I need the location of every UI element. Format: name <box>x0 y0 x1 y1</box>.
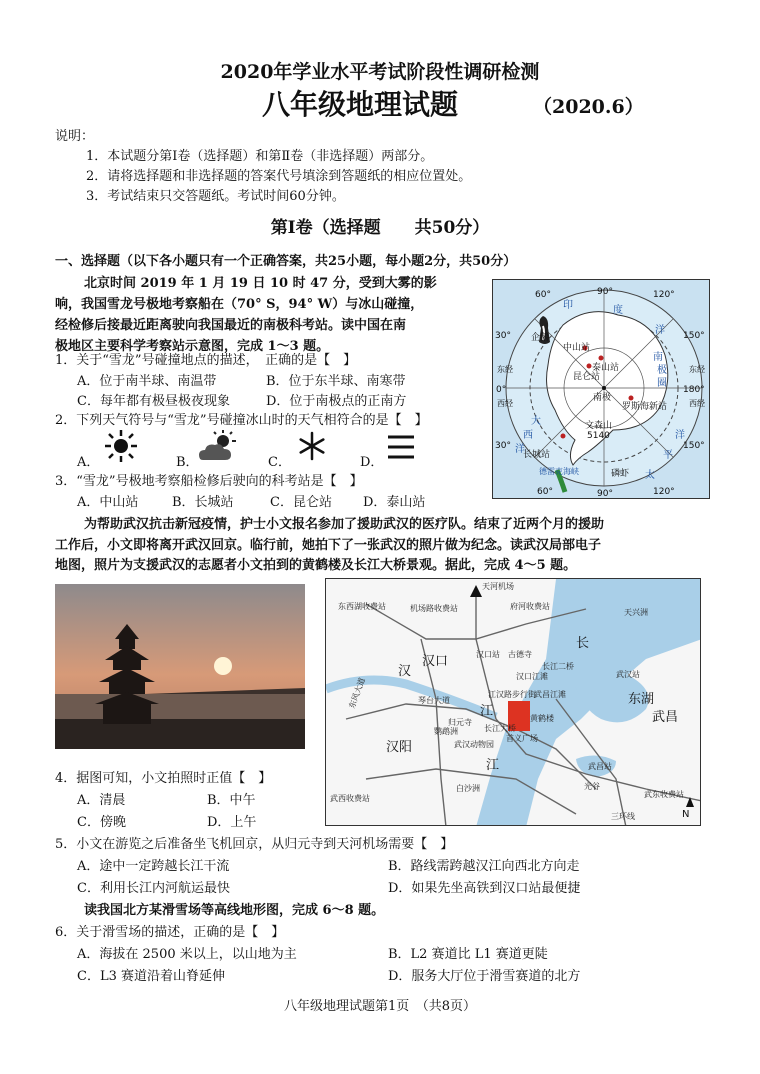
passage-line: 经检修后接最近距离驶向我国最近的南极科考站。读中国在南 <box>55 318 407 333</box>
station-label: 南极 <box>593 393 612 403</box>
station-label: 磷虾 <box>611 469 630 479</box>
yellow-crane-tower-photo <box>55 584 305 749</box>
option: D．如果先坐高铁到汉口站最便捷 <box>388 881 581 896</box>
option: C．傍晚 <box>77 815 126 830</box>
svg-text:极: 极 <box>657 365 667 376</box>
map-label: 天兴洲 <box>624 608 648 617</box>
map-label: 汉口站 <box>476 650 500 659</box>
svg-text:120°: 120° <box>653 290 675 300</box>
svg-text:150°: 150° <box>683 331 705 341</box>
map-label: 汉口江滩 <box>516 672 548 681</box>
sunny-icon <box>103 428 139 464</box>
svg-text:南: 南 <box>653 352 663 363</box>
map-label: 长江二桥 <box>542 662 574 671</box>
map-label: 江 <box>480 704 494 719</box>
question-stem: 5．小文在游览之后准备坐飞机回京，从归元寺到天河机场需要【 】 <box>55 837 454 852</box>
svg-text:圈: 圈 <box>657 378 667 389</box>
map-label: 汉 <box>398 664 412 679</box>
svg-text:洋: 洋 <box>675 430 685 441</box>
svg-text:0°: 0° <box>496 385 507 395</box>
option: B．长城站 <box>172 495 234 510</box>
antarctic-stations-map <box>492 279 710 499</box>
feature-label: 企鹅 <box>531 333 550 343</box>
map-label: 黄鹤楼 <box>530 714 554 723</box>
passage-line: 响，我国雪龙号极地考察船在（70° S，94° W）与冰山碰撞， <box>55 297 424 312</box>
svg-text:180°: 180° <box>683 385 705 395</box>
option: A．途中一定跨越长江干流 <box>77 859 230 874</box>
svg-text:度: 度 <box>613 305 623 316</box>
svg-text:东经: 东经 <box>497 365 513 374</box>
map-label: 江 <box>486 758 500 773</box>
option: C．L3 赛道沿着山脊延伸 <box>77 969 225 984</box>
note-item: 3．考试结束只交答题纸。考试时间60分钟。 <box>86 189 345 204</box>
svg-text:大: 大 <box>531 416 541 427</box>
option: C． <box>268 455 291 470</box>
exam-title-line2: 八年级地理试题 <box>262 88 459 121</box>
passage-line: 读我国北方某滑雪场等高线地形图，完成 6～8 题。 <box>84 903 385 918</box>
section-title: 第Ⅰ卷（选择题 共50分） <box>270 218 490 238</box>
map-label: 东西湖收费站 <box>338 602 386 611</box>
exam-date: （2020.6） <box>533 96 644 118</box>
svg-text:90°: 90° <box>597 489 613 499</box>
map-label: 归元寺 <box>448 718 472 727</box>
option: B．L2 赛道比 L1 赛道更陡 <box>388 947 548 962</box>
svg-text:西: 西 <box>523 430 533 441</box>
option: D．服务大厅位于滑雪赛道的北方 <box>388 969 581 984</box>
map-label: 汉口 <box>422 654 449 669</box>
passage-line: 工作后，小文即将离开武汉回京。临行前，她拍下了一张武汉的照片做为纪念。读武汉局部电子 <box>55 538 602 553</box>
feature-label: 文森山 <box>585 421 613 431</box>
map-label: 武汉站 <box>616 670 640 679</box>
option: C．每年都有极昼极夜现象 <box>77 394 230 409</box>
map-label: 东湖 <box>628 692 655 707</box>
question-stem: 1．关于“雪龙”号碰撞地点的描述， 正确的是【 】 <box>55 353 357 368</box>
note-item: 2．请将选择题和非选择题的答案代号填涂到答题纸的相应位置处。 <box>86 169 472 184</box>
svg-text:30°: 30° <box>495 441 511 451</box>
option: D．上午 <box>207 815 257 830</box>
question-stem: 6．关于滑雪场的描述，正确的是【 】 <box>55 925 285 940</box>
option: B． <box>176 455 199 470</box>
svg-text:150°: 150° <box>683 441 705 451</box>
page-footer: 八年级地理试题第1页 （共8页） <box>283 999 477 1014</box>
option: A．海拔在 2500 米以上，以山地为主 <box>77 947 297 962</box>
map-label: 首义广场 <box>506 734 538 743</box>
passage-line: 北京时间 2019 年 1 月 19 日 10 时 47 分，受到大雾的影 <box>84 276 437 291</box>
passage-line: 地图，照片为支援武汉的志愿者小文拍到的黄鹤楼及长江大桥景观。据此，完成 4～5 题。 <box>55 558 577 573</box>
map-label: 长江大桥 <box>484 724 516 733</box>
map-label: 长 <box>576 636 590 651</box>
station-label: 中山站 <box>563 343 591 353</box>
map-label: 白沙洲 <box>456 784 480 793</box>
svg-text:洋: 洋 <box>515 444 525 455</box>
passage-line: 为帮助武汉抗击新冠疫情，护士小文报名参加了援助武汉的医疗队。结束了近两个月的援助 <box>84 517 605 532</box>
map-label: 江汉路步行街 <box>488 690 536 699</box>
map-label: 武东收费站 <box>644 790 684 799</box>
part-heading: 一、选择题（以下各小题只有一个正确答案，共25小题，每小题2分，共50分） <box>55 254 517 269</box>
option: A．位于南半球、南温带 <box>77 374 217 389</box>
svg-text:90°: 90° <box>597 287 613 297</box>
map-label: 光谷 <box>584 782 600 791</box>
svg-text:洋: 洋 <box>655 325 665 336</box>
svg-text:60°: 60° <box>535 290 551 300</box>
svg-text:西经: 西经 <box>689 399 705 408</box>
fog-icon <box>386 433 416 461</box>
map-label: 武昌站 <box>588 762 612 771</box>
snowflake-icon <box>296 430 328 462</box>
option: A． <box>77 455 100 470</box>
map-label: 武昌江滩 <box>534 690 566 699</box>
map-label: 武西收费站 <box>330 794 370 803</box>
option: B．路线需跨越汉江向西北方向走 <box>388 859 580 874</box>
map-label: 琴台大道 <box>418 696 450 705</box>
option: C．昆仑站 <box>270 495 332 510</box>
map-label: 武昌 <box>652 710 679 725</box>
map-label: 汉阳 <box>386 740 413 755</box>
svg-text:平: 平 <box>663 450 673 461</box>
station-label: 罗斯海新站 <box>622 402 668 412</box>
map-label: 武汉动物园 <box>454 740 494 749</box>
map-label: 东风大道 <box>347 676 367 710</box>
option: A．清晨 <box>77 793 126 808</box>
map-label: 机场路收费站 <box>410 604 458 613</box>
map-label: 鹦鹉洲 <box>434 727 458 736</box>
question-stem: 2．下列天气符号与“雪龙”号碰撞冰山时的天气相符合的是【 】 <box>55 413 428 428</box>
exam-title-line1: 2020年学业水平考试阶段性调研检测 <box>220 61 540 83</box>
option: C．利用长江内河航运最快 <box>77 881 230 896</box>
svg-text:120°: 120° <box>653 487 675 497</box>
option: B．位于东半球、南寒带 <box>266 374 406 389</box>
option: A．中山站 <box>77 495 139 510</box>
svg-text:60°: 60° <box>537 487 553 497</box>
option: D． <box>360 455 384 470</box>
feature-label: 5140 <box>587 431 610 441</box>
question-stem: 3．“雪龙”号极地考察船检修后驶向的科考站是【 】 <box>55 474 363 489</box>
station-label: 泰山站 <box>592 363 620 373</box>
option: D．泰山站 <box>363 495 426 510</box>
feature-label: 德雷克海峡 <box>539 467 579 476</box>
station-label: 昆仑站 <box>573 372 601 382</box>
wuhan-local-map <box>325 578 701 826</box>
partly-cloudy-icon <box>197 430 239 464</box>
svg-text:西经: 西经 <box>497 399 513 408</box>
map-label: 古德寺 <box>508 650 532 659</box>
notes-label: 说明： <box>55 129 95 144</box>
passage-line: 极地区主要科学考察站示意图，完成 1～3 题。 <box>55 339 330 354</box>
map-label: 三环线 <box>611 812 635 821</box>
north-arrow-icon: N <box>682 809 690 820</box>
option: B．中午 <box>207 793 256 808</box>
svg-text:太: 太 <box>645 470 655 481</box>
map-label: 府河收费站 <box>510 602 550 611</box>
svg-text:30°: 30° <box>495 331 511 341</box>
question-stem: 4．据图可知，小文拍照时正值【 】 <box>55 771 272 786</box>
station-label: 长城站 <box>523 450 551 460</box>
note-item: 1．本试题分第Ⅰ卷（选择题）和第Ⅱ卷（非选择题）两部分。 <box>86 149 434 164</box>
map-label: 天河机场 <box>482 582 514 591</box>
svg-text:东经: 东经 <box>689 365 705 374</box>
option: D．位于南极点的正南方 <box>266 394 407 409</box>
svg-text:印: 印 <box>563 300 573 311</box>
